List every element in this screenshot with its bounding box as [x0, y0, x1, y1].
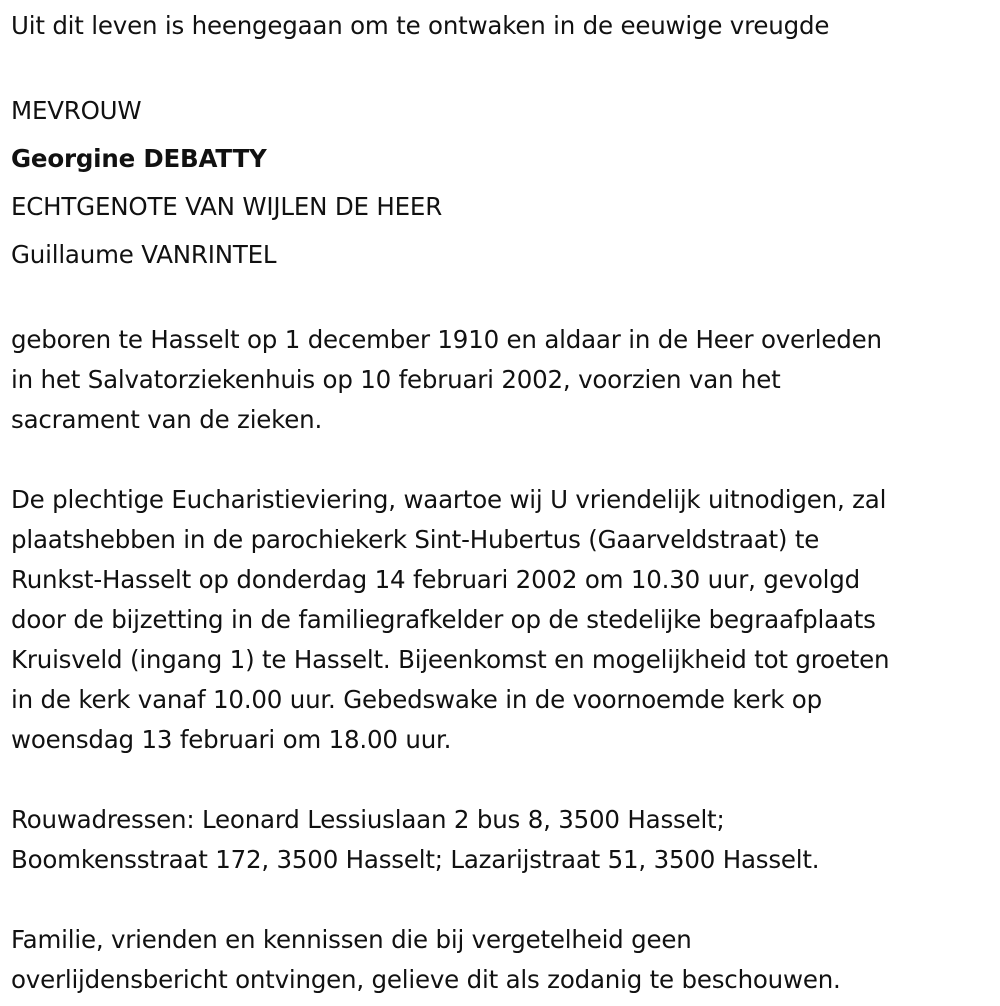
relation-line: ECHTGENOTE VAN WIJLEN DE HEER — [11, 192, 443, 221]
paragraph-line: Runkst-Hasselt op donderdag 14 februari 2002 om 10.30 uur, gevolgd — [11, 565, 860, 594]
spouse-name: Guillaume VANRINTEL — [11, 240, 277, 269]
spacer — [11, 440, 1000, 480]
paragraph-line: woensdag 13 februari om 18.00 uur. — [11, 725, 452, 754]
spacer — [11, 46, 1000, 87]
closing-paragraph — [11, 920, 1000, 1000]
spacer — [11, 279, 1000, 320]
paragraph-line: plaatshebben in de parochiekerk Sint-Hubertus (Gaarveldstraat) te — [11, 525, 820, 554]
paragraph-line: De plechtige Eucharistieviering, waartoe wij U vriendelijk uitnodigen, zal — [11, 485, 887, 514]
paragraph-line: Kruisveld (ingang 1) te Hasselt. Bijeenkomst en mogelijkheid tot groeten — [11, 645, 890, 674]
spacer — [11, 880, 1000, 920]
paragraph-line: Rouwadressen: Leonard Lessiuslaan 2 bus 8, 3500 Hasselt; — [11, 805, 725, 834]
paragraph-line: in het Salvatorziekenhuis op 10 februari 2002, voorzien van het — [11, 365, 781, 394]
opening-line: Uit dit leven is heengegaan om te ontwaken in de eeuwige vreugde — [11, 11, 830, 40]
birth-death-paragraph — [11, 320, 1000, 440]
paragraph-line: sacrament van de zieken. — [11, 405, 323, 434]
title-line: MEVROUW — [11, 96, 142, 125]
ceremony-paragraph — [11, 480, 1000, 760]
addresses-paragraph — [11, 800, 1000, 880]
paragraph-line: in de kerk vanaf 10.00 uur. Gebedswake in de voornoemde kerk op — [11, 685, 822, 714]
paragraph-line: Boomkensstraat 172, 3500 Hasselt; Lazarijstraat 51, 3500 Hasselt. — [11, 845, 820, 874]
paragraph-line: geboren te Hasselt op 1 december 1910 en aldaar in de Heer overleden — [11, 325, 882, 354]
spacer — [11, 760, 1000, 800]
paragraph-line: door de bijzetting in de familiegrafkelder op de stedelijke begraafplaats — [11, 605, 876, 634]
paragraph-line: overlijdensbericht ontvingen, gelieve dit als zodanig te beschouwen. — [11, 965, 841, 994]
deceased-name: Georgine DEBATTY — [11, 144, 267, 173]
paragraph-line: Familie, vrienden en kennissen die bij vergetelheid geen — [11, 925, 692, 954]
